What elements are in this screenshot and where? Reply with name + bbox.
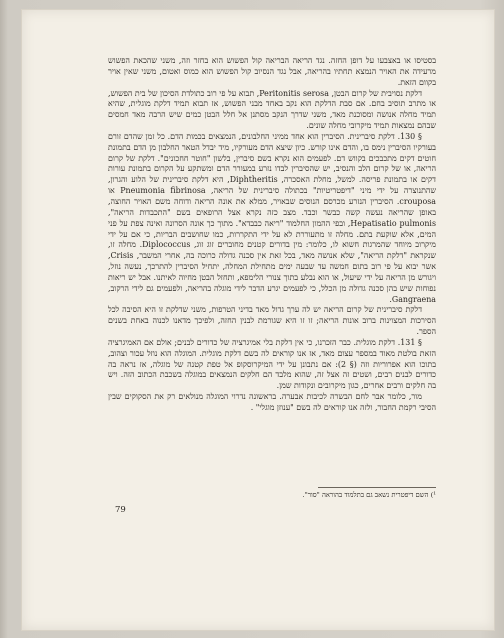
paragraph-3: § 130. דלקת סיברינית. הסיברין הוא אחד ממיני החלבונים, הנמצאים בכמות הדם. כל זמן שהדם זורם בעורקיו הסיברין נימס בו, והדם אינו קורש. כיון שיצא הדם מעורקיו, מיד יבדל הטאר החלבון מן הדם בתמונת חוטים דקים מתכבכים בקווש דם. לפעמים הוא נקרא בשם סיברין, בלשון "חוטר חחכונים". דלקת של קרום הריאה, או של קרום הלב והנסיב, יש שהסיברין לבדו נזרע במעורר הדם ומשתקע על הקרום בתמונת עורות דקים או בתמונת פריסה. למשל, מחלת האסכרה, Diphtheritis, היא דלקת סיברינית של הלוע והגרון, שהתנוצרה על ידי מיני "דיפטריטיות" בכתולה סיברינית של הריאה, Pneumonia fibrinosa או crouposa. הסיברין הנזרע מכרסם הנוסים שבאויר, ממלא את אונה הריאה ודוחה משם האויר החוצה, באופן שהריאה נעשה קשה כבשר וכבד. מצב כזה נקרא אצל הרופאים בשם "התכבדות הריאה", Hepatisatio pulmonis, ובפי ההמון החלמוד "ריאה כבבדא". מתוך כך אונה הסרונה ואינה צפת על פני המים, אלא שוקעת בתם. מחלה זו מתעוררת לא על ידי התקררות, כמו שחושבים הבריות, כי אם על ידי מיקרוב מיוחד שהמרגות חשוא לו, כלומר: מין בדורים קטנים מחוברים זוג זוג, Diplococcus. מחלה זו, שנקראת "דלקת הריאה", שלא אנושה מאד, בכל זאת אין סכנה גדולה כרוכה בה, אחרי המשבר, Crisis, אשר יבוא על פי רוב בתום חמשה עד שבעה ימים מתחילת המחלה, יתחיל הסיברין להתרכך, נעשה נוזל, ויגורש מן הריאה על ידי שיעול, או הוא נבלע בתוך צנורי הלימפא, ותחזל הבטן מחיוה לאיתנו. אבל יש ריאות נפוחות שיש בהן סכנה גדולה מן הכלל, כי לפעמים יגרע הדבר לידי מוגלה בהריאה, ולפעמים גם לידי הרקוב, Gangraena. xyxy=(108,131,437,304)
body-text xyxy=(108,56,436,414)
page-number: 79 xyxy=(115,505,126,515)
paragraph-4: דלקת סיברינית של קרום הריאה יש לה ערך גדול מאד בדיני הטרפות, משני שדלקת זו היא הסיבה לכל הסירכות המצוינות ברוב אונות הריאה; זו זו היא שגורמת לבנין החזה, ולפיכך מדאנו לכנוה באחת בשנים הספר. xyxy=(108,305,436,337)
paragraph-1: בסטיסו או באצבעו על דופן החזה. נגד הריאה הבריאה קול הפשוש הוא בחזר וזה, משני שהכאת הפשוש מרעידה את האויר הנמצא תחתיו בהריאה, אבל נגד הנסיוב קול הפשוש הוא כמוס ואטום, משני שאין אויר בקוום הזאת. xyxy=(108,56,436,87)
paragraph-5: § 131. דלקת מוגלית. כבר הזכרנו, כי אין דלקת בלי אמיגרציה של כדורים לבנים; אולם אם האמיגרציה הזאת בולטת מאוד במספר עצום מאד, אז אנו קוראים לה בשם דלקת מוגלית. המוגלה הוא נוזל עכור וצהוב, בתוכו הוא אפרוריות וזה (§ 2): אם נתבונן על ידי המיקרוסקופ אל טפת קטנה של מוגלה, אז נראה בה כדורים לבנים רבים, ושטים זה אצל זה, שהוא מלבד הם חלקים הנמצאים במוגלה בשכבת הכתוב הזה. ויש בה חלקים ורבים אחרים, כגון מיקרובים ונקודות שמן. xyxy=(108,337,436,391)
footnote: ¹) השם דיפטרית נשאב גם בתלמוד בהוראה "סור". xyxy=(302,491,436,499)
footnote-divider xyxy=(318,487,436,488)
paragraph-2: דלקת נסויבית של קרום הבטן, Peritonitis serosa, תבוא על פי רוב כתולדת הסיכון של בית הפשוש, או מתרב תוסיב בחם. אם סבת הדלקת הוא נקב באחד מבני הפשוש, אז תבוא תמיד דלקת מוגלית, שהיא תמיד מחלה אנושה ומסוכנת מאד, משני שדרך הנקב מסתנן אל חלל הבטן כמים שיש הרבה מאד חמסים שבהם נמצאות תמיד מיקרובי מחלה שונים. xyxy=(108,88,436,131)
paragraph-6: מור, כלומר אבר לחם הבשרה לכיבות אבערה. בראשונה נדרוי המוגלה מנולאים רק את הסקוקים שבין הסיבי רקמת החבור, ולזה אנו קוראים לה בשם "ענוזן מוגלי" . xyxy=(108,392,436,412)
